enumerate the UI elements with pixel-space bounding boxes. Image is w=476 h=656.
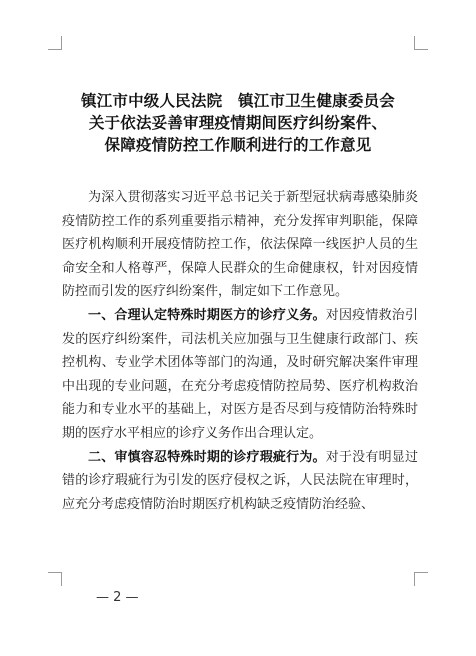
crop-mark-top-right-v — [414, 36, 415, 50]
title-line-2: 关于依法妥善审理疫情期间医疗纠纷案件、 — [88, 114, 388, 132]
page-number: — 2 — — [96, 590, 139, 605]
paragraph-section-1 — [62, 304, 418, 446]
crop-mark-bottom-right-h — [414, 572, 428, 573]
crop-mark-bottom-right-v — [414, 572, 415, 586]
crop-mark-bottom-left-h — [48, 572, 62, 573]
crop-mark-bottom-left-v — [61, 572, 62, 586]
crop-mark-top-left-v — [61, 36, 62, 50]
paragraph-section-2 — [62, 446, 418, 517]
title-line-1: 镇江市中级人民法院 镇江市卫生健康委员会 — [80, 92, 395, 110]
crop-mark-top-left-h — [48, 49, 62, 50]
crop-mark-top-right-h — [414, 49, 428, 50]
document-title — [40, 90, 436, 156]
paragraph-intro-text: 为深入贯彻落实习近平总书记关于新型冠状病毒感染肺炎疫情防控工作的系列重要指示精神，充分发挥审判职能，保障医疗机构顺利开展疫情防控工作，依法保障一线医护人员的生命安全和人格尊严，保障人民群众的生命健康权，针对因疫情防控而引发的医疗纠纷案件，制定如下工作意见。 — [62, 190, 418, 300]
paragraph-section-2-text: 对于没有明显过错的诊疗瑕疵行为引发的医疗侵权之诉，人民法院在审理时，应充分考虑疫情防治时期医疗机构缺乏疫情防治经验、 — [62, 449, 418, 512]
paragraph-section-1-text: 对因疫情救治引发的医疗纠纷案件，司法机关应加强与卫生健康行政部门、疾控机构、专业学术团体等部门的沟通，及时研究解决案件审理中出现的专业问题，在充分考虑疫情防控局势、医疗机构救治能力和专业水平的基础上，对医方是否尽到与疫情防治特殊时期的医疗水平相应的诊疗义务作出合理认定。 — [62, 307, 418, 441]
document-body — [62, 186, 418, 516]
paragraph-section-2-heading: 二、审慎容忍特殊时期的诊疗瑕疵行为。 — [88, 449, 326, 465]
paragraph-section-1-heading: 一、合理认定特殊时期医方的诊疗义务。 — [88, 307, 326, 323]
paragraph-intro — [62, 186, 418, 304]
title-line-3: 保障疫情防控工作顺利进行的工作意见 — [104, 136, 372, 154]
